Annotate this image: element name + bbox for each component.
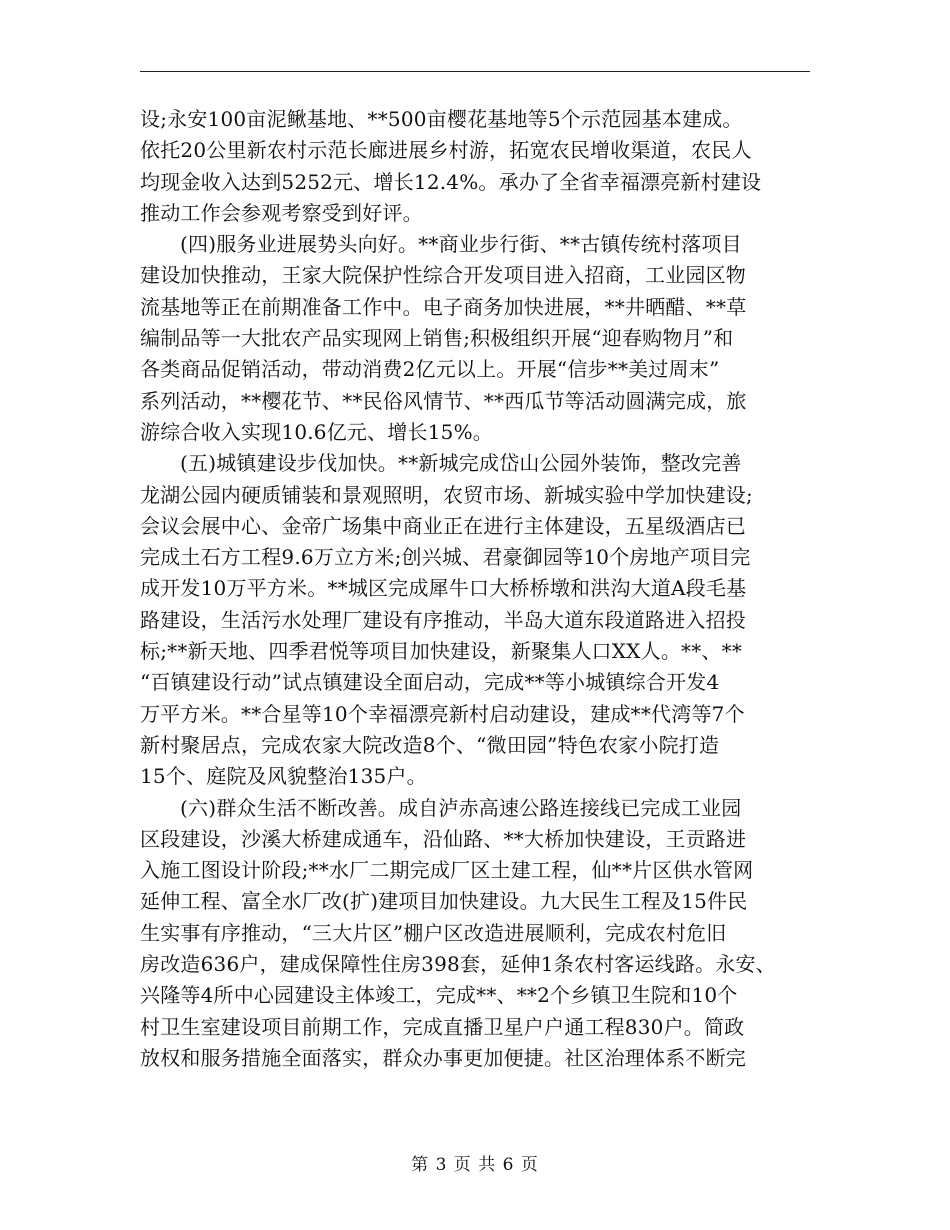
- text-line: 编制品等一大批农产品实现网上销售;积极组织开展“迎春购物月”和: [140, 326, 734, 351]
- text-line: 放权和服务措施全面落实，群众办事更加便捷。社区治理体系不断完: [140, 1045, 746, 1070]
- text-line: (六)群众生活不断改善。成自泸赤高速公路连接线已完成工业园: [180, 795, 742, 820]
- text-line: (四)服务业进展势头向好。**商业步行街、**古镇传统村落项目: [180, 232, 742, 257]
- text-line: 会议会展中心、金帝广场集中商业正在进行主体建设，五星级酒店已: [140, 513, 746, 538]
- text-line: 龙湖公园内硬质铺装和景观照明，农贸市场、新城实验中学加快建设;: [140, 482, 753, 507]
- text-line: 新村聚居点，完成农家大院改造8个、“微田园”特色农家小院打造: [140, 732, 720, 757]
- text-line: 推动工作会参观考察受到好评。: [140, 200, 423, 225]
- text-line: 流基地等正在前期准备工作中。电子商务加快进展，**井晒醋、**草: [140, 294, 747, 319]
- text-line: 延伸工程、富全水厂改(扩)建项目加快建设。九大民生工程及15件民: [140, 889, 748, 914]
- text-line: 15个、庭院及风貌整治135户。: [140, 764, 427, 789]
- text-line: 完成土石方工程9.6万立方米;创兴城、君豪御园等10个房地产项目完: [140, 545, 751, 570]
- text-line: 标;**新天地、四季君悦等项目加快建设，新聚集人口XX人。**、**: [140, 639, 743, 664]
- text-line: 成开发10万平方米。**城区完成犀牛口大桥桥墩和洪沟大道A段毛基: [140, 576, 747, 601]
- text-line: 建设加快推动，王家大院保护性综合开发项目进入招商，工业园区物: [140, 263, 746, 288]
- text-line: 生实事有序推动，“三大片区”棚户区改造进展顺利，完成农村危旧: [140, 920, 727, 945]
- text-line: 入施工图设计阶段;**水厂二期完成厂区土建工程，仙**片区供水管网: [140, 858, 754, 883]
- text-line: 村卫生室建设项目前期工作，完成直播卫星户户通工程830户。简政: [140, 1014, 745, 1039]
- text-line: “百镇建设行动”试点镇建设全面启动，完成**等小城镇综合开发4: [140, 670, 720, 695]
- document-body: [140, 104, 820, 1074]
- text-line: 依托20公里新农村示范长廊进展乡村游，拓宽农民增收渠道，农民人: [140, 138, 752, 163]
- header-rule: [140, 71, 810, 72]
- text-line: 均现金收入达到5252元、增长12.4%。承办了全省幸福漂亮新村建设: [140, 169, 762, 194]
- text-line: 游综合收入实现10.6亿元、增长15%。: [140, 419, 493, 444]
- text-line: 兴隆等4所中心园建设主体竣工，完成**、**2个乡镇卫生院和10个: [140, 983, 738, 1008]
- text-line: 各类商品促销活动，带动消费2亿元以上。开展“信步**美过周末”: [140, 357, 720, 382]
- text-line: 设;永安100亩泥鳅基地、**500亩樱花基地等5个示范园基本建成。: [140, 107, 743, 131]
- text-line: 房改造636户，建成保障性住房398套，延伸1条农村客运线路。永安、: [140, 952, 776, 977]
- text-line: 万平方米。**合星等10个幸福漂亮新村启动建设，建成**代湾等7个: [140, 701, 745, 726]
- text-line: 系列活动，**樱花节、**民俗风情节、**西瓜节等活动圆满完成，旅: [140, 388, 747, 413]
- text-line: 路建设，生活污水处理厂建设有序推动，半岛大道东段道路进入招投: [140, 607, 746, 632]
- page-number-footer: 第 3 页 共 6 页: [411, 1155, 539, 1175]
- text-line: (五)城镇建设步伐加快。**新城完成岱山公园外装饰，整改完善: [180, 451, 742, 476]
- text-line: 区段建设，沙溪大桥建成通车，沿仙路、**大桥加快建设，王贡路进: [140, 826, 747, 851]
